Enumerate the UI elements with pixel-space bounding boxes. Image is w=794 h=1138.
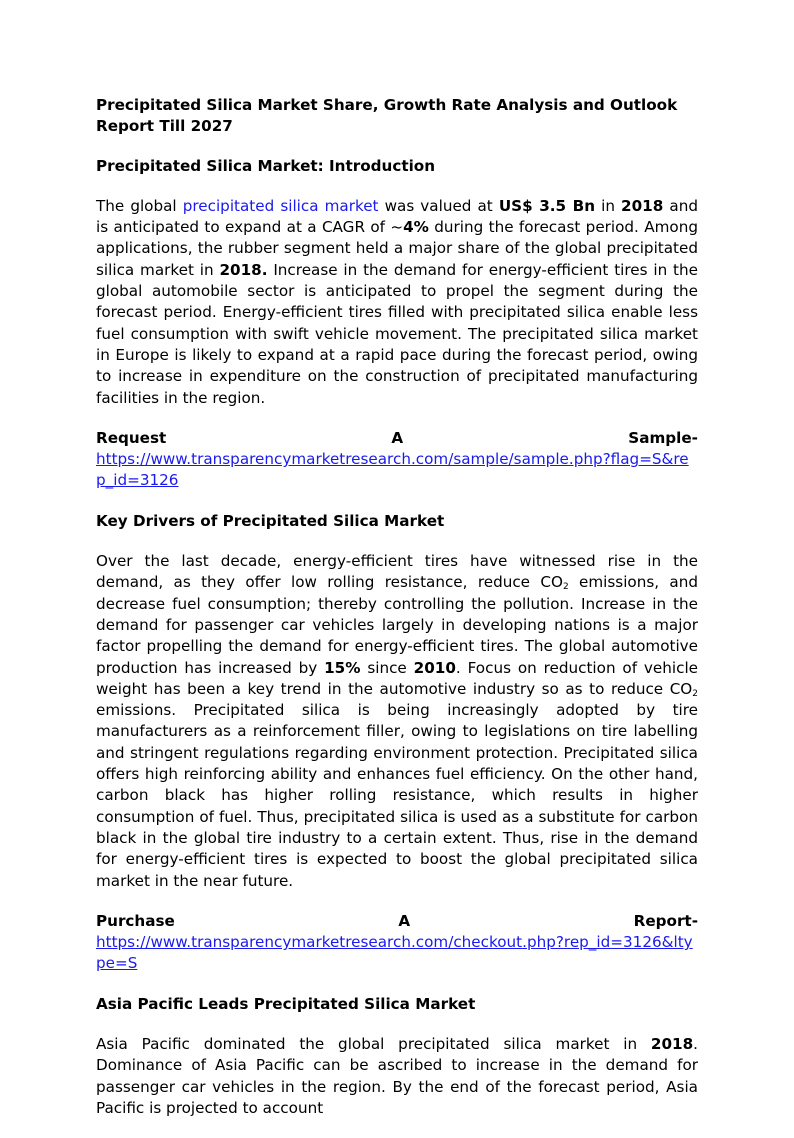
purchase-label: Purchase A Report- [96,911,698,930]
sample-request-link[interactable]: https://www.transparencymarketresearch.com/sample/sample.php?flag=S&rep_id=3126 [96,450,689,490]
drivers-paragraph: Over the last decade, energy-efficient tires have witnessed rise in the demand, as they offer low rolling resistance, reduce $CO_2$ emissions, and decrease fuel consumption; thereby controlling the pollution. Increase in the demand for passenger car vehicles largely in developing nations is a major factor propelling the demand for energy-efficient tires. The global automotive production has increased by 15% since 2010. Focus on reduction of vehicle weight has been a key trend in the automotive industry so as to reduce $CO_2$ emissions. Precipitated silica is being increasingly adopted by tire manufacturers as a reinforcement filler, owing to legislations on tire labelling and stringent regulations regarding environment protection. Precipitated silica offers high reinforcing ability and enhances fuel efficiency. On the other hand, carbon black has higher rolling resistance, which results in higher consumption of fuel. Thus, precipitated silica is used as a substitute for carbon black in the global tire industry to a certain extent. Thus, rise in the demand for energy-efficient tires is expected to boost the global precipitated silica market in the near future. [96,552,699,890]
document-body [96,95,698,1138]
purchase-block [96,911,698,975]
drivers-heading: Key Drivers of Precipitated Silica Market [96,511,445,530]
precipitated-silica-market-link[interactable]: precipitated silica market [182,196,379,215]
asia-paragraph: Asia Pacific dominated the global precipitated silica market in 2018. Dominance of Asia Pacific can be ascribed to increase in the demand for passenger car vehicles in the region. By the end of the forecast period, Asia Pacific is projected to account [96,1034,698,1117]
intro-heading: Precipitated Silica Market: Introduction [96,156,436,175]
document-title: Precipitated Silica Market Share, Growth Rate Analysis and Outlook Report Till 2027 [96,96,678,136]
sample-request-block [96,428,698,492]
sample-request-label: Request A Sample- [96,428,698,447]
purchase-link[interactable]: https://www.transparencymarketresearch.com/checkout.php?rep_id=3126&ltype=S [96,933,693,973]
asia-heading: Asia Pacific Leads Precipitated Silica Market [96,994,476,1013]
intro-paragraph: The global precipitated silica market was valued at US$ 3.5 Bn in 2018 and is anticipated to expand at a CAGR of ~4% during the forecast period. Among applications, the rubber segment held a major share of the global precipitated silica market in 2018. Increase in the demand for energy-efficient tires in the global automobile sector is anticipated to propel the segment during the forecast period. Energy-efficient tires filled with precipitated silica enable less fuel consumption with swift vehicle movement. The precipitated silica market in Europe is likely to expand at a rapid pace during the forecast period, owing to increase in expenditure on the construction of precipitated manufacturing facilities in the region. [96,196,698,407]
